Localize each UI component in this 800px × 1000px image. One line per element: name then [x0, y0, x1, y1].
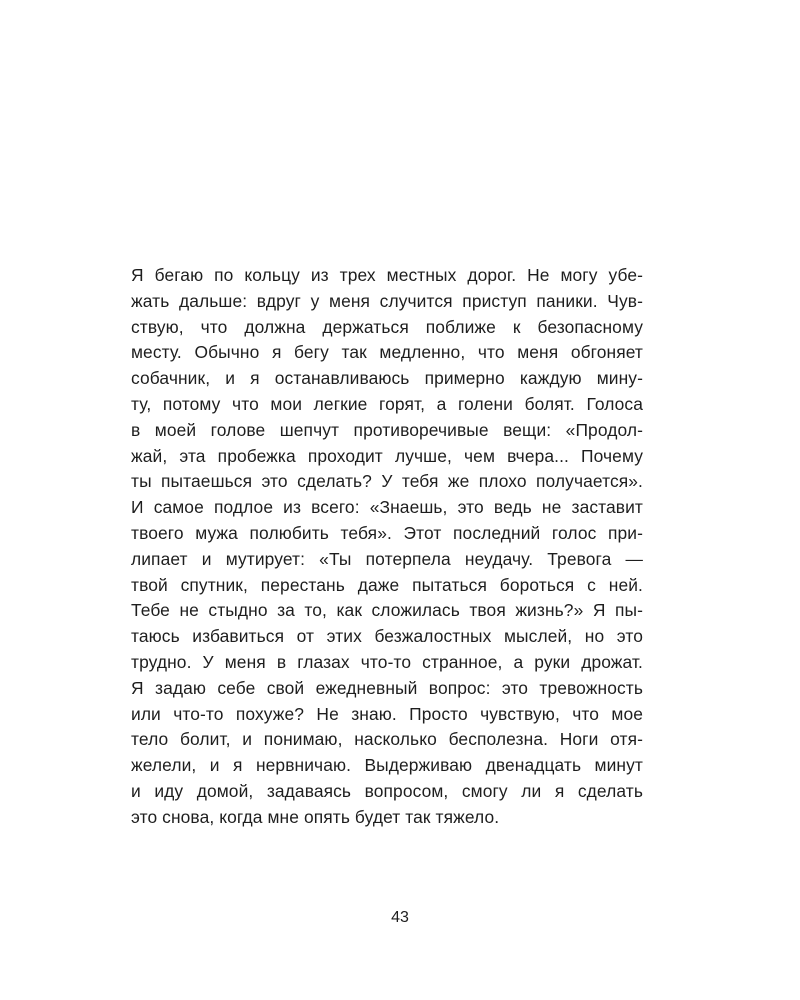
- text-line: Я бегаю по кольцу из трех местных дорог. Не могу убе-: [131, 265, 643, 285]
- text-line: в моей голове шепчут противоречивые вещи: «Продол-: [131, 419, 643, 440]
- text-line: твоего мужа полюбить тебя». Этот последний голос при-: [131, 522, 643, 543]
- text-line: и иду домой, задаваясь вопросом, смогу ли я сделать: [131, 780, 643, 801]
- text-line: или что-то похуже? Не знаю. Просто чувствую, что мое: [131, 703, 643, 724]
- text-line: ты пытаешься это сделать? У тебя же плохо получается».: [131, 471, 643, 492]
- text-line: желели, и я нервничаю. Выдерживаю двенадцать минут: [131, 755, 643, 776]
- text-line: собачник, и я останавливаюсь примерно каждую мину-: [131, 368, 643, 389]
- page-number: 43: [391, 909, 409, 926]
- text-line: это снова, когда мне опять будет так тяжело.: [131, 806, 500, 827]
- text-line: Я задаю себе свой ежедневный вопрос: это тревожность: [131, 677, 643, 698]
- text-line: И самое подлое из всего: «Знаешь, это ведь не заставит: [131, 497, 643, 518]
- body-text: [131, 263, 643, 831]
- text-line: Тебе не стыдно за то, как сложилась твоя жизнь?» Я пы-: [131, 600, 643, 621]
- text-line: ствую, что должна держаться поближе к безопасному: [131, 316, 643, 337]
- text-line: твой спутник, перестань даже пытаться бороться с ней.: [131, 574, 643, 595]
- text-line: липает и мутирует: «Ты потерпела неудачу. Тревога —: [131, 548, 643, 569]
- text-line: таюсь избавиться от этих безжалостных мыслей, но это: [131, 626, 643, 647]
- text-line: месту. Обычно я бегу так медленно, что меня обгоняет: [131, 342, 643, 363]
- text-line: тело болит, и понимаю, насколько бесполезна. Ноги отя-: [131, 729, 643, 750]
- text-line: жай, эта пробежка проходит лучше, чем вчера... Почему: [131, 445, 643, 466]
- text-line: трудно. У меня в глазах что-то странное, а руки дрожат.: [131, 651, 643, 672]
- text-line: ту, потому что мои легкие горят, а голени болят. Голоса: [131, 393, 643, 414]
- text-line: жать дальше: вдруг у меня случится приступ паники. Чув-: [131, 290, 643, 311]
